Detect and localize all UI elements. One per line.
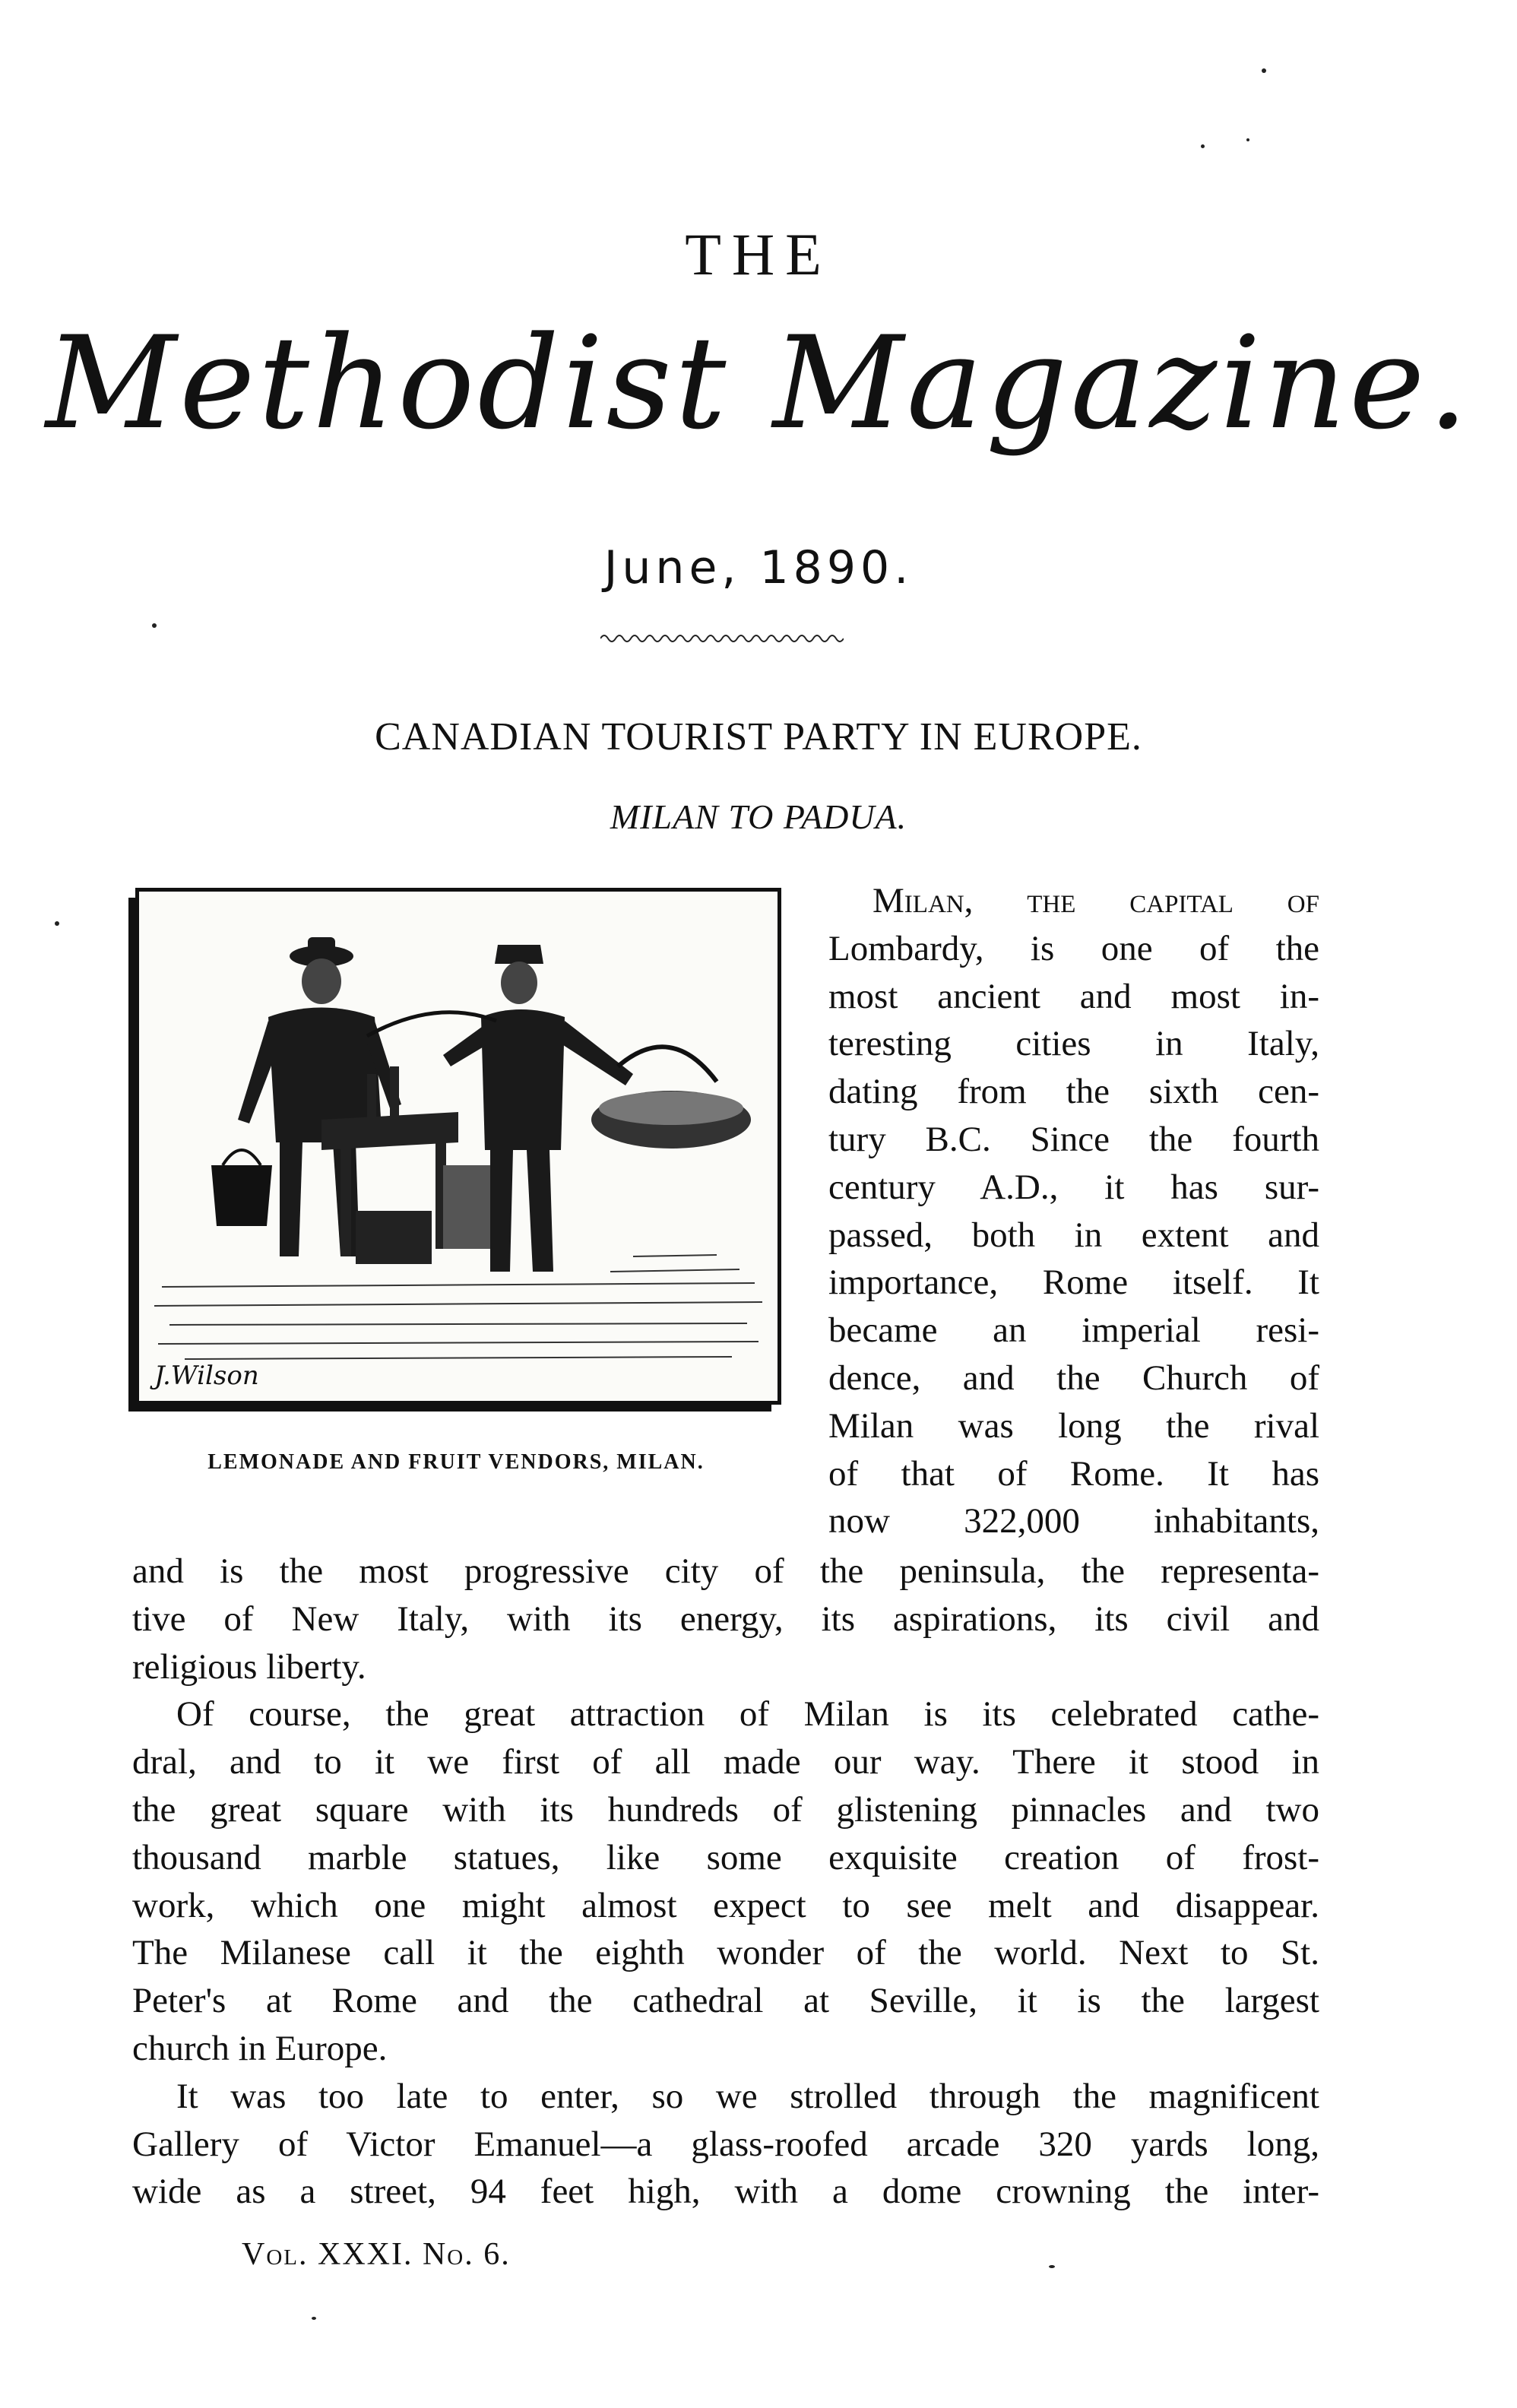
print-speck [152, 623, 157, 628]
column-line: passed, both in extent and [828, 1215, 1319, 1255]
article-body-text [132, 1548, 1319, 2216]
volume-footer: Vol. XXXI. No. 6. [242, 2237, 511, 2272]
print-speck [1049, 2265, 1055, 2268]
column-line-text: Milan, the capital of [873, 881, 1319, 920]
column-line: century A.D., it has sur- [828, 1167, 1319, 1207]
body-line: The Milanese call it the eighth wonder of the world. Next to St. [132, 1933, 1319, 1973]
print-speck [312, 2317, 316, 2320]
column-line: of that of Rome. It has [828, 1453, 1319, 1494]
column-line: teresting cities in Italy, [828, 1024, 1319, 1064]
column-line: Milan was long the rival [828, 1405, 1319, 1446]
body-line: Peter's at Rome and the cathedral at Seville, it is the largest [132, 1981, 1319, 2021]
print-speck [1262, 68, 1266, 73]
masthead-the: THE [685, 221, 832, 287]
print-speck [55, 921, 59, 926]
body-line: Gallery of Victor Emanuel—a glass-roofed arcade 320 yards long, [132, 2124, 1319, 2164]
body-line: wide as a street, 94 feet high, with a dome crowning the inter- [132, 2172, 1319, 2212]
body-line: work, which one might almost expect to see melt and disappear. [132, 1885, 1319, 1925]
column-line: dating from the sixth cen- [828, 1072, 1319, 1112]
article-column-text [828, 877, 1319, 1545]
column-line [828, 877, 1319, 925]
body-line: church in Europe. [132, 2028, 388, 2068]
column-line: became an imperial resi- [828, 1310, 1319, 1351]
column-line: Lombardy, is one of the [828, 928, 1319, 968]
vendors-engraving [139, 892, 778, 1401]
body-line: dral, and to it we first of all made our way. There it stood in [132, 1742, 1319, 1782]
body-line: thousand marble statues, like some exquisite creation of frost- [132, 1837, 1319, 1877]
body-line: and is the most progressive city of the peninsula, the representa- [132, 1551, 1319, 1591]
column-line: most ancient and most in- [828, 976, 1319, 1016]
body-line: the great square with its hundreds of glistening pinnacles and two [132, 1789, 1319, 1830]
wavy-rule-divider [600, 629, 844, 648]
body-line: Of course, the great attraction of Milan is its celebrated cathe- [176, 1694, 1319, 1735]
column-line: dence, and the Church of [828, 1358, 1319, 1398]
body-line: tive of New Italy, with its energy, its aspirations, its civil and [132, 1598, 1319, 1639]
figure-signature: J.Wilson [154, 1361, 259, 1391]
article-subtitle: MILAN TO PADUA. [610, 797, 907, 836]
column-line: tury B.C. Since the fourth [828, 1119, 1319, 1159]
figure-caption: LEMONADE AND FRUIT VENDORS, MILAN. [207, 1450, 705, 1474]
article-title: CANADIAN TOURIST PARTY IN EUROPE. [375, 715, 1142, 759]
print-speck [1246, 138, 1249, 141]
magazine-title: Methodist Magazine. [46, 309, 1471, 458]
column-line: now 322,000 inhabitants, [828, 1501, 1319, 1541]
column-line: importance, Rome itself. It [828, 1263, 1319, 1303]
issue-date: June, 1890. [603, 541, 914, 594]
print-speck [1201, 144, 1205, 148]
body-line: religious liberty. [132, 1646, 366, 1687]
body-line: It was too late to enter, so we strolled through the magnificent [176, 2076, 1319, 2116]
engraving-illustration [135, 888, 781, 1405]
